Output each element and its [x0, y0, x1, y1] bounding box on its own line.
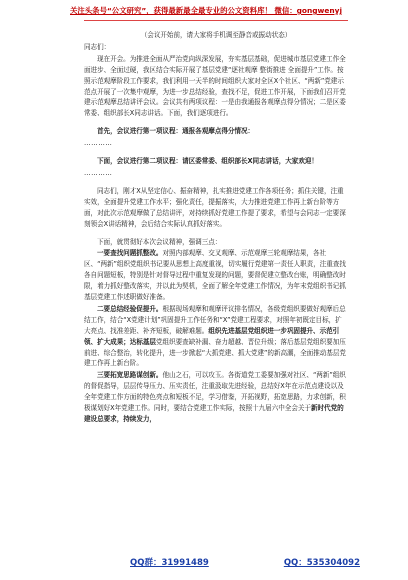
- speech-body: [84, 30, 348, 426]
- intro-paragraph: 现在开会。为推进全面从严治党向纵深发展，夯实基层基础，促进城市基层党建工作全面进步、全面过硬，我区结合实际开展了基层党建“逐社观摩 整街推进 全面提升”工作。按照示范观摩阶段工作要求，我们利用一天半的时间组织大家对全区X个社区、“两新”党建示范点开展了一次集中观摩，为进一步总结经验，查找不足，促进工作开展，下面我们召开党建示范观摩总结讲评会议。会议共有两项议程：一是由我通报各观摩点得分情况；二是区委常委、组织部长X同志讲话。下面，我们逐项进行。: [84, 54, 346, 118]
- point-2-emphasis: 组织先进基层党组织进一步巩固提升、示范引领、扩大成果；达标基层: [84, 326, 340, 346]
- summary-paragraph: 同志们，刚才X从坚定信心、振奋精神，扎实推进党建工作各项任务；抓住关键，注重实效，全面提升党建工作水平；强化责任，提振落实，大力推进党建工作再上新台阶等方面，对此次示范观摩做了总结讲评，对持续抓好党建工作提了要求，希望与会同志一定要深刻领会X讲话精神，会后结合实际认真抓好落实。: [84, 186, 346, 228]
- header-rule: [84, 20, 348, 21]
- agenda-item-1: 首先，会议进行第一项议程：通报各观摩点得分情况：: [97, 127, 255, 136]
- agenda-item-2: 下面，会议进行第二项议程：请区委常委、组织部长X同志讲话，大家欢迎！: [97, 157, 318, 166]
- point-3-heading: 三要拓宽思路谋创新。: [97, 371, 163, 380]
- ellipsis-2: …………: [84, 168, 113, 177]
- point-2-text-rest: 党组织要查缺补漏、奋力超越、晋位升级；落后基层党组织要加压前进、综合整治，转化提升，进一步掀起“大抓党建、抓大党建”的新高潮，全面推动基层党建工作再上新台阶。: [84, 337, 346, 368]
- point-3-emphasis: 新时代党的建设总要求，持续发力，: [84, 404, 344, 423]
- footer-qq-group[interactable]: QQ群：31991489: [130, 558, 209, 568]
- point-2: [84, 304, 348, 369]
- footer-contacts: [130, 556, 360, 568]
- point-3-text: 他山之石，可以攻玉。各街道党工委要加强对社区、“两新”组织的督促指导，层层传导压力、压实责任，注重汲取先进经验，总结好X年在示范点建设以及全年党建工作方面的特色亮点和短板不足，学习借鉴，开拓视野，拓宽思路，力求创新，积极谋划好X年党建工作。同时，要结合党建工作实际，按照十九届六中全会关于: [84, 371, 346, 413]
- ellipsis-1: …………: [84, 139, 113, 148]
- point-3: [84, 370, 348, 425]
- point-1-text: 对照内部观摩、交叉观摩、示范观摩三轮观摩结果，各社区、“两新”组织党组织书记要从思想上高度重视，切实履行党建第一责任人职责，注重查找各自问题短板，特别是针对督导过程中重复发现的问题，要督促建立整改台账，明确整改时限，着力抓好整改落实，并以此为契机，全面了解全年党建工作情况，为年末党组织书记抓基层党建工作述职做好准备。: [84, 249, 346, 302]
- footer-qq[interactable]: QQ：535304092: [283, 558, 360, 568]
- point-1-heading: 一要查找问题抓整改。: [97, 249, 163, 258]
- point-1: [84, 248, 348, 303]
- transition-line: 下面，就贯彻好本次会议精神，强调三点：: [97, 237, 222, 246]
- point-2-heading: 二要总结经验促提升。: [97, 304, 163, 313]
- meeting-note: （会议开始前，请大家将手机调至静音或振动状态）: [140, 31, 292, 39]
- salutation: 同志们：: [84, 42, 111, 51]
- point-2-text: 根据现场观摩和观摩评议排名情况，各级党组织要做好观摩后总结工作，结合“X党建计划”巩固提升工作任务和“X”党建工程要求，对照年初既定目标，扩大亮点、找准差距、补齐短板，破解难题。: [84, 304, 346, 335]
- header-banner[interactable]: 关注头条号“公文研究”，获得最新最全最专业的公文资料库！ 微信：gongwenyj: [70, 6, 342, 15]
